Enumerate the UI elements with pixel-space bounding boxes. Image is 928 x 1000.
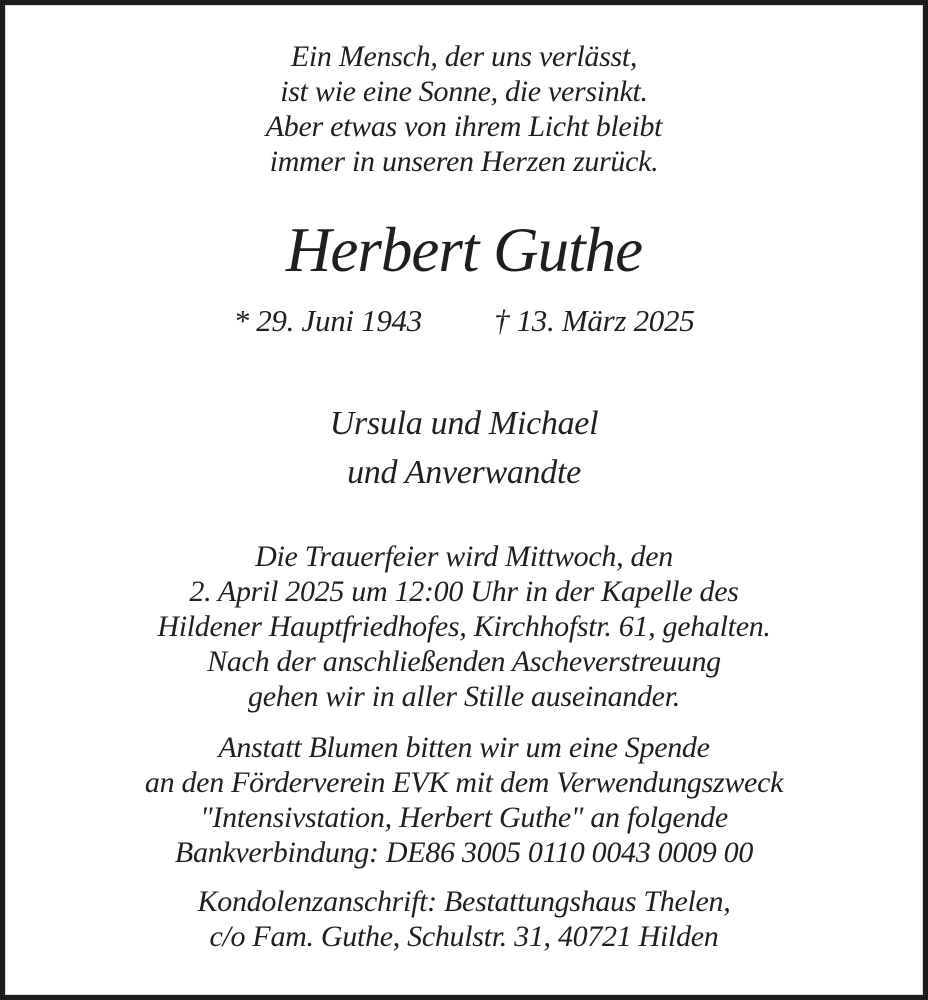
donation-line: an den Förderverein EVK mit dem Verwendungszweck xyxy=(144,766,784,799)
birth-date: * 29. Juni 1943 xyxy=(233,303,422,338)
funeral-line: Nach der anschließenden Ascheverstreuung xyxy=(207,645,721,678)
funeral-line: Hildener Hauptfriedhofes, Kirchhofstr. 61, gehalten. xyxy=(157,610,771,643)
mourners-line: und Anverwandte xyxy=(347,454,581,491)
mourners-line: Ursula und Michael xyxy=(329,405,599,442)
funeral-details xyxy=(5,539,923,714)
funeral-line: Die Trauerfeier wird Mittwoch, den xyxy=(255,540,673,573)
donation-line: Bankverbindung: DE86 3005 0110 0043 0009 00 xyxy=(174,836,754,869)
poem-line: ist wie eine Sonne, die versinkt. xyxy=(280,75,648,108)
poem-line: immer in unseren Herzen zurück. xyxy=(269,145,659,178)
poem-line: Aber etwas von ihrem Licht bleibt xyxy=(265,110,663,143)
donation-request xyxy=(5,730,923,870)
mourners xyxy=(5,399,923,497)
poem-line: Ein Mensch, der uns verlässt, xyxy=(290,40,638,73)
funeral-line: gehen wir in aller Stille auseinander. xyxy=(248,680,680,713)
funeral-line: 2. April 2025 um 12:00 Uhr in der Kapelle des xyxy=(189,575,739,608)
donation-line: "Intensivstation, Herbert Guthe" an folgende xyxy=(200,801,728,834)
memorial-poem xyxy=(5,39,923,179)
condolence-line: c/o Fam. Guthe, Schulstr. 31, 40721 Hilden xyxy=(209,920,719,953)
condolence-line: Kondolenzanschrift: Bestattungshaus Thelen, xyxy=(197,885,731,918)
condolence-address xyxy=(5,884,923,954)
death-date: † 13. März 2025 xyxy=(493,303,695,338)
donation-line: Anstatt Blumen bitten wir um eine Spende xyxy=(218,731,710,764)
life-dates xyxy=(5,301,923,341)
deceased-name: Herbert Guthe xyxy=(285,215,643,285)
